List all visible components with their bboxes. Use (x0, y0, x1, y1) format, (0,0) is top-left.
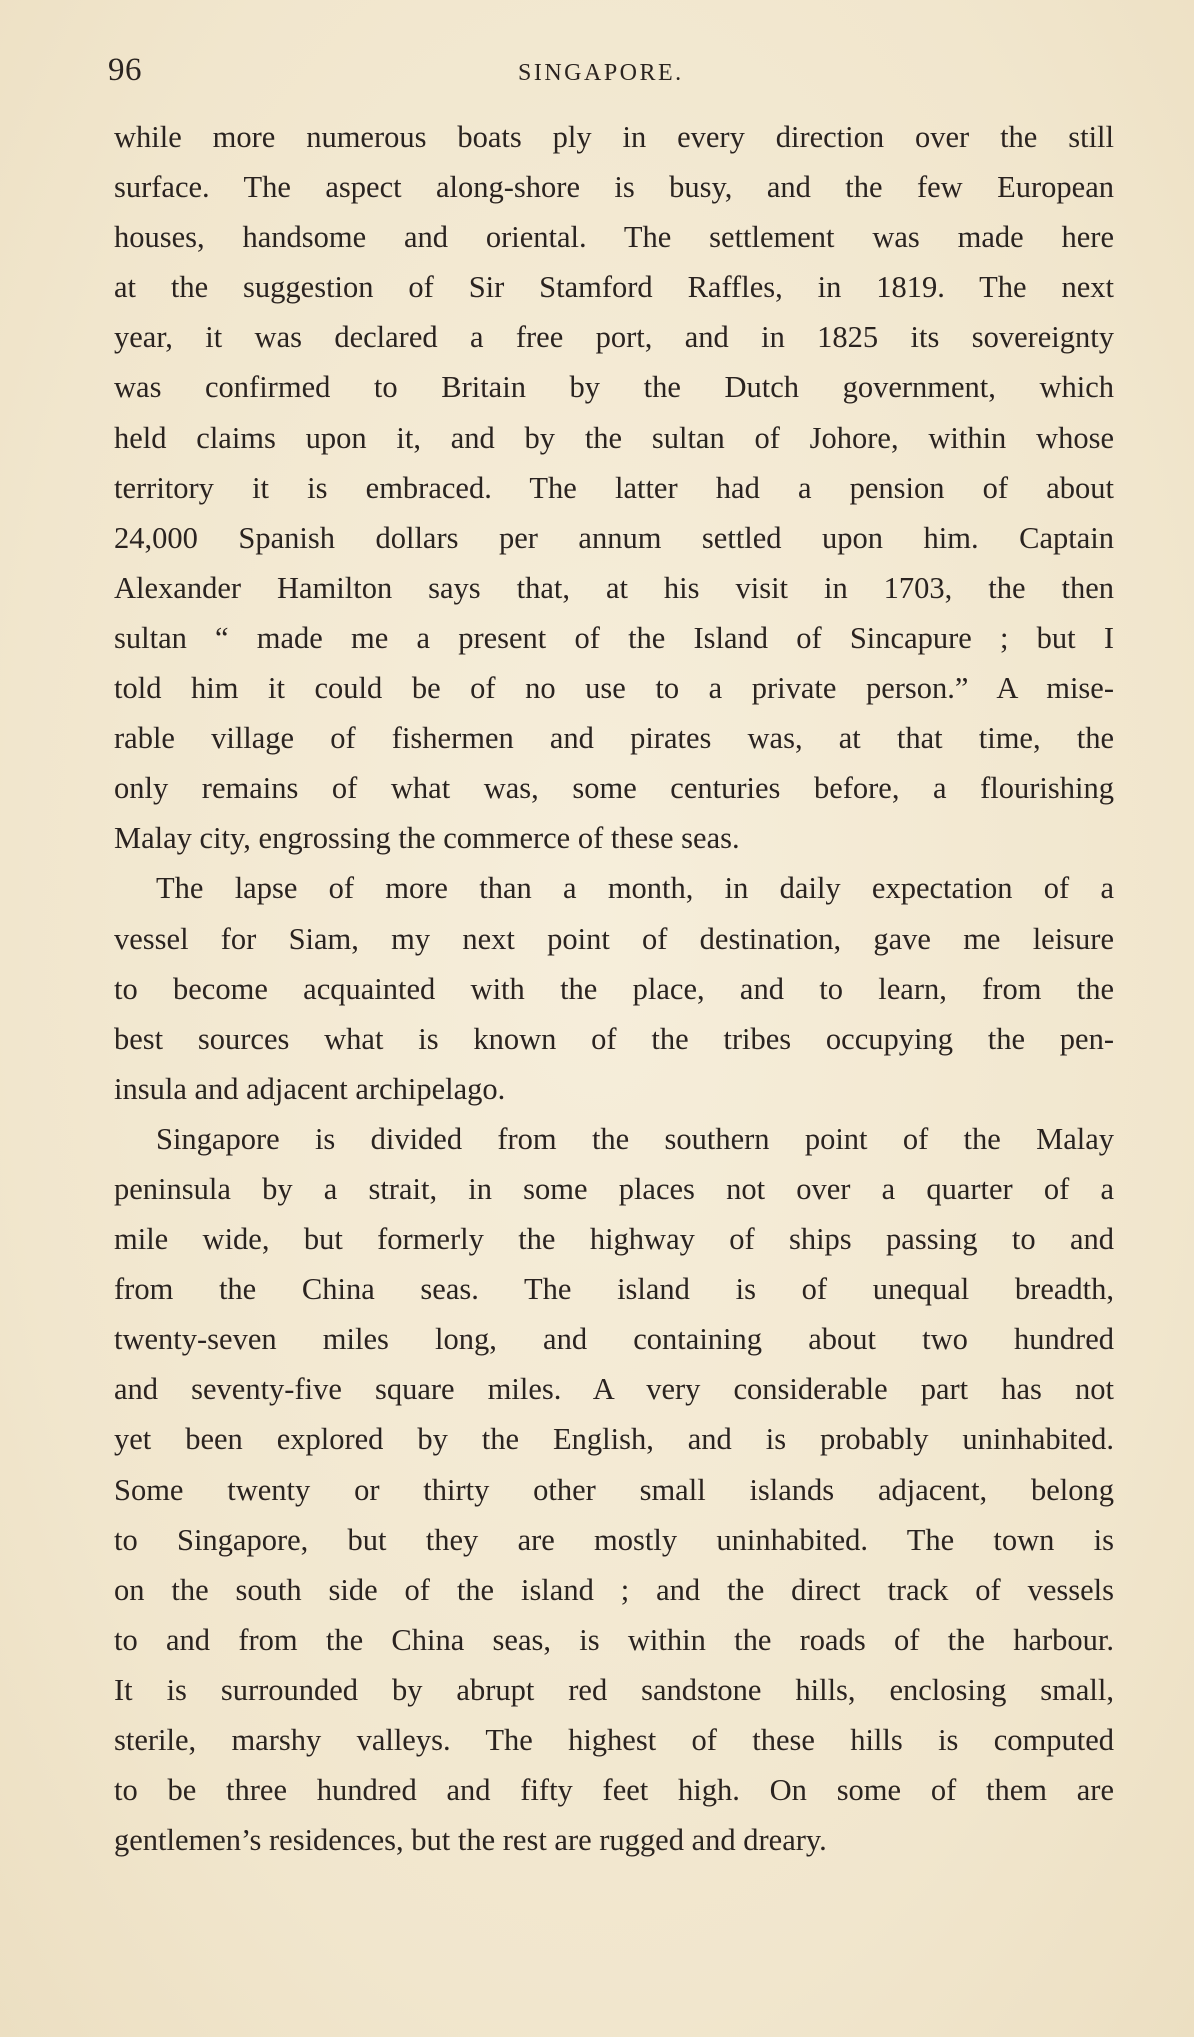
paragraph (114, 863, 1114, 1113)
paragraph (114, 1114, 1114, 1865)
text-line: mile wide, but formerly the highway of ships passing to and (114, 1222, 1114, 1257)
text-line: It is surrounded by abrupt red sandstone hills, enclosing small, (114, 1672, 1114, 1707)
text-line: to become acquainted with the place, and to learn, from the (114, 971, 1114, 1006)
text-line: while more numerous boats ply in every direction over the still (114, 120, 1114, 154)
text-line: vessel for Siam, my next point of destination, gave me leisure (114, 921, 1114, 956)
text-line: and seventy-five square miles. A very considerable part has not (114, 1372, 1114, 1407)
text-line: Alexander Hamilton says that, at his visit in 1703, the then (114, 570, 1114, 605)
body-text (114, 112, 1114, 1865)
text-line: year, it was declared a free port, and in 1825 its sovereignty (114, 320, 1114, 355)
text-line: houses, handsome and oriental. The settlement was made here (114, 220, 1114, 255)
text-line: to and from the China seas, is within the roads of the harbour. (114, 1622, 1114, 1657)
paragraph (114, 112, 1114, 863)
text-line: was confirmed to Britain by the Dutch government, which (114, 370, 1114, 405)
text-line: at the suggestion of Sir Stamford Raffles, in 1819. The next (114, 270, 1114, 305)
text-line: to be three hundred and fifty feet high. On some of them are (114, 1773, 1114, 1808)
text-line: rable village of fishermen and pirates was, at that time, the (114, 721, 1114, 756)
text-line: to Singapore, but they are mostly uninhabited. The town is (114, 1522, 1114, 1557)
text-line: sterile, marshy valleys. The highest of these hills is computed (114, 1723, 1114, 1757)
text-line: gentlemen’s residences, but the rest are rugged and dreary. (114, 1823, 827, 1858)
text-line: territory it is embraced. The latter had a pension of about (114, 470, 1114, 505)
text-line: best sources what is known of the tribes occupying the pen- (114, 1021, 1114, 1056)
text-line: sultan “ made me a present of the Island of Sincapure ; but I (114, 620, 1114, 655)
text-line: Singapore is divided from the southern point of the Malay (156, 1121, 1114, 1156)
running-title: SINGAPORE. (518, 60, 684, 86)
text-line: Some twenty or thirty other small islands adjacent, belong (114, 1472, 1114, 1507)
text-line: only remains of what was, some centuries before, a flourishing (114, 771, 1114, 806)
running-head (108, 52, 1118, 102)
text-line: The lapse of more than a month, in daily expectation of a (156, 871, 1114, 906)
text-line: from the China seas. The island is of unequal breadth, (114, 1272, 1114, 1307)
page-number: 96 (108, 52, 142, 88)
text-line: Malay city, engrossing the commerce of these seas. (114, 821, 740, 856)
text-line: peninsula by a strait, in some places not over a quarter of a (114, 1171, 1114, 1206)
text-line: twenty-seven miles long, and containing about two hundred (114, 1322, 1114, 1357)
text-line: held claims upon it, and by the sultan of Johore, within whose (114, 420, 1114, 455)
text-line: insula and adjacent archipelago. (114, 1071, 506, 1106)
text-line: yet been explored by the English, and is probably uninhabited. (114, 1422, 1114, 1457)
text-line: 24,000 Spanish dollars per annum settled upon him. Captain (114, 520, 1114, 555)
text-line: surface. The aspect along-shore is busy, and the few European (114, 170, 1114, 205)
text-line: on the south side of the island ; and the direct track of vessels (114, 1572, 1114, 1607)
text-line: told him it could be of no use to a private person.” A mise- (114, 671, 1114, 706)
